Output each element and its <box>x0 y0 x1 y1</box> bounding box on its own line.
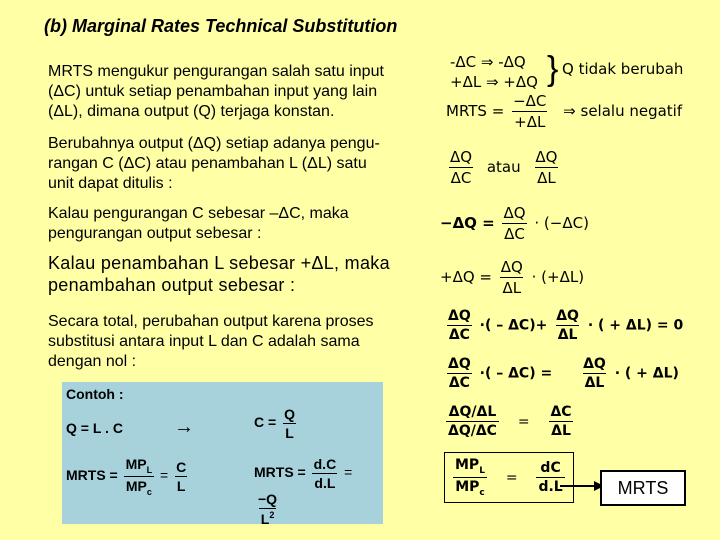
mp-fraction <box>124 456 155 497</box>
or-label: atau <box>486 158 521 176</box>
paragraph-definition: MRTS mengukur pengurangan salah satu input (ΔC) untuk setiap penambahan input yang lain (ΔL), dimana output (Q) terjaga konstan. <box>48 63 384 120</box>
formula-end: · ( + ΔL) <box>614 365 679 382</box>
implication-line-1: -ΔC ⇒ -ΔQ <box>450 53 526 71</box>
fraction-numerator: ΔQ <box>556 308 579 324</box>
formula-lhs: +ΔQ = <box>440 268 492 286</box>
mrts-lhs: MRTS = <box>446 102 505 120</box>
formula-fraction <box>502 204 528 243</box>
fraction-numerator: ΔQ <box>450 148 473 166</box>
arrow-right-icon <box>560 478 604 494</box>
fraction-denominator: ΔL <box>551 423 571 439</box>
formula-total-zero <box>444 308 683 343</box>
formula-fraction <box>446 308 473 343</box>
formula-end: · ( + ΔL) = 0 <box>587 317 684 334</box>
mrts-denominator: +ΔL <box>514 113 546 131</box>
formula-fraction <box>554 308 581 343</box>
equation-lhs: C = <box>254 414 277 431</box>
equals-sign: = <box>160 467 169 484</box>
mp-fraction <box>453 457 487 498</box>
equals-sign: = <box>505 469 518 486</box>
fraction-numerator: ΔQ <box>500 258 523 276</box>
arrow-right-icon: → <box>174 416 194 438</box>
dc-dl-fraction <box>312 456 339 491</box>
formula-lhs: −ΔQ = <box>440 214 495 232</box>
fraction-numerator: ΔQ <box>448 356 471 372</box>
fraction-numerator: dC <box>540 460 561 476</box>
fraction-denominator: ΔC <box>448 327 470 343</box>
fraction-denominator: $L^2$ <box>260 510 275 527</box>
example-mrts-mp <box>66 456 190 497</box>
fraction-denominator: ΔL <box>537 169 556 187</box>
fraction-denominator: d.L <box>314 475 336 491</box>
fraction-denominator: ΔQ/ΔC <box>448 423 497 439</box>
mrts-lhs: MRTS = <box>66 467 118 484</box>
formula-fraction <box>446 404 499 439</box>
formula-fraction <box>446 356 473 391</box>
c-over-l-fraction <box>174 459 188 494</box>
implication-line-2: +ΔL ⇒ +ΔQ <box>450 73 538 91</box>
fraction-denominator: ΔL <box>502 279 522 297</box>
paragraph-reduce-c: Kalau pengurangan C sebesar –ΔC, maka pengurangan output sebesar : <box>48 205 349 242</box>
formula-ratio-of-ratios <box>444 404 576 439</box>
formula-q-constant-note: Q tidak berubah <box>562 60 684 78</box>
formula-mp-ratio <box>444 452 574 503</box>
fraction-numerator: ΔQ <box>448 308 471 324</box>
paragraph-add-l: Kalau penambahan L sebesar +ΔL, maka penambahan output sebesar : <box>48 253 390 295</box>
example-mrts-derivative <box>254 456 383 527</box>
paragraph-output-change: Berubahnya output (ΔQ) setiap adanya pengu- rangan C (ΔC) atau penambahan L (ΔL) satu unit dapat ditulis : <box>48 135 380 192</box>
equals-sign: = <box>517 413 530 430</box>
example-equation-q: Q = L . C <box>66 420 123 436</box>
example-box <box>62 382 383 527</box>
mrts-note: ⇒ selalu negatif <box>563 102 683 120</box>
equals-sign: = <box>344 464 353 481</box>
formula-add-output <box>440 258 584 297</box>
formula-middle: ·( – ΔC)+ <box>479 317 548 334</box>
fraction-numerator: Q <box>284 406 295 422</box>
q-over-l-fraction <box>282 406 297 441</box>
formula-dq-ratios <box>446 148 562 187</box>
mrts-lhs: MRTS = <box>254 464 306 481</box>
example-equation-c <box>254 406 299 441</box>
formula-fraction <box>548 404 573 439</box>
fraction-denominator: L <box>176 478 186 494</box>
formula-mrts-definition <box>446 92 682 131</box>
fraction-numerator: ΔQ <box>583 356 606 372</box>
fraction-numerator: −Q <box>258 491 278 507</box>
fraction-denominator: $MP_c$ <box>455 479 485 498</box>
dq-dl-fraction <box>533 148 559 187</box>
formula-reduce-output <box>440 204 589 243</box>
formula-rhs: · (−ΔC) <box>534 214 589 232</box>
fraction-numerator: C <box>176 459 187 475</box>
formula-balance <box>444 356 679 391</box>
paragraph-total: Secara total, perubahan output karena proses substitusi antara input L dan C adalah sama dengan nol : <box>48 313 374 370</box>
fraction-denominator: L <box>285 425 294 441</box>
formula-middle: ·( – ΔC) = <box>479 365 553 382</box>
fraction-numerator: ΔQ <box>535 148 558 166</box>
fraction-denominator: ΔC <box>504 225 525 243</box>
fraction-numerator: ΔC <box>550 404 572 420</box>
fraction-numerator: d.C <box>313 456 337 472</box>
fraction-denominator: ΔL <box>557 327 578 343</box>
mrts-numerator: −ΔC <box>513 92 547 110</box>
fraction-numerator: $MP_L$ <box>455 457 485 476</box>
formula-fraction <box>581 356 608 391</box>
right-brace-icon: } <box>547 50 559 88</box>
formula-implication <box>450 52 538 92</box>
formula-fraction <box>499 258 525 297</box>
fraction-denominator: ΔL <box>584 375 605 391</box>
example-heading: Contoh : <box>66 386 124 402</box>
fraction-denominator: ΔC <box>450 169 472 187</box>
page-title: (b) Marginal Rates Technical Substitution <box>44 16 398 36</box>
mrts-result-box: MRTS <box>600 470 686 506</box>
formula-rhs: · (+ΔL) <box>531 268 585 286</box>
fraction-denominator: d.L <box>538 479 563 495</box>
fraction-denominator: ΔC <box>448 375 470 391</box>
dq-dc-fraction <box>448 148 474 187</box>
fraction-numerator: ΔQ <box>503 204 526 222</box>
mrts-fraction <box>511 92 548 131</box>
fraction-numerator: ΔQ/ΔL <box>448 404 497 420</box>
neg-q-over-l2-fraction <box>256 491 279 527</box>
fraction-numerator: $MP_L$ <box>125 456 153 475</box>
fraction-denominator: $MP_c$ <box>125 478 152 497</box>
